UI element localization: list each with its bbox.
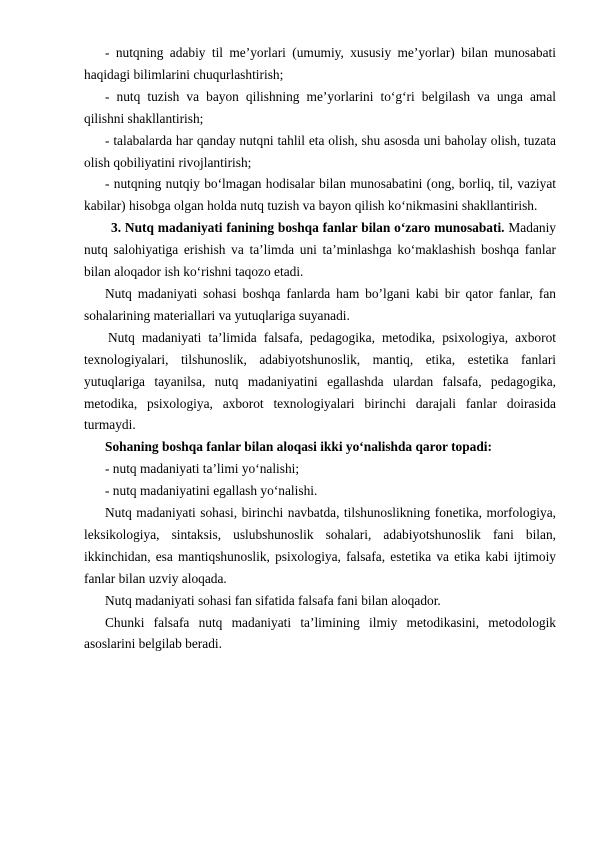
paragraph-text: Chunki falsafa nutq madaniyati ta’limining ilmiy metodikasini, metodologik asoslarini belgilab beradi. (84, 614, 556, 652)
paragraph-text: - nutq tuzish va bayon qilishning me’yorlarini to‘g‘ri belgilash va unga amal qilishni shakllantirish; (84, 88, 556, 126)
bullet-paragraph (84, 480, 556, 502)
bullet-paragraph (84, 86, 556, 130)
paragraph-text: Madaniy nutq salohiyatiga erishish va ta’limda uni ta’minlashga ko‘maklashish boshqa fanlar bilan aloqador ish ko‘rishni taqozo etadi. (84, 220, 556, 280)
subheading: Sohaning boshqa fanlar bilan aloqasi ikki yo‘nalishda qaror topadi: (105, 439, 492, 455)
document-page (84, 42, 556, 655)
body-paragraph (84, 612, 556, 656)
paragraph-text: - nutqning adabiy til me’yorlari (umumiy, xususiy me’yorlar) bilan munosabati haqidagi bilimlarini chuqurlashtirish; (84, 45, 556, 82)
bullet-paragraph (84, 458, 556, 480)
body-paragraph (84, 283, 556, 327)
section-paragraph (84, 217, 556, 283)
paragraph-text: Nutq madaniyati sohasi boshqa fanlarda ham bo’lgani kabi bir qator fanlar, fan sohalarining materiallari va yutuqlariga suyanadi. (84, 285, 556, 323)
bullet-paragraph (84, 173, 556, 217)
body-paragraph (84, 502, 556, 590)
paragraph-text: - nutq madaniyati ta’limi yo‘nalishi; (105, 461, 300, 477)
paragraph-text: Nutq madaniyati sohasi, birinchi navbatda, tilshunoslikning fonetika, morfologiya, leksikologiya, sintaksis, uslubshunoslik sohalari, adabiyotshunoslik fani bilan, ikkinchidan, esa mantiqshunoslik, psixologiya, falsafa, estetika va etika kabi ijtimoiy fanlar bilan uzviy aloqada. (84, 505, 556, 586)
bold-subheading-paragraph (84, 436, 556, 458)
bullet-paragraph (84, 130, 556, 174)
body-paragraph (84, 327, 556, 437)
paragraph-text: - nutq madaniyatini egallash yo‘nalishi. (105, 483, 318, 499)
section-heading: 3. Nutq madaniyati fanining boshqa fanlar bilan o‘zaro munosabati. (111, 220, 505, 236)
paragraph-text: Nutq madaniyati sohasi fan sifatida falsafa fani bilan aloqador. (105, 592, 441, 608)
paragraph-text: Nutq madaniyati ta’limida falsafa, pedagogika, metodika, psixologiya, axborot texnologiyalari, tilshunoslik, adabiyotshunoslik, mantiq, etika, estetika fanlari yutuqlariga tayanilsa, nutq madaniyatini egallashda ulardan falsafa, pedagogika, metodika, psixologiya, axborot texnologiyalari birinchi darajali fanlar doirasida turmaydi. (84, 329, 556, 433)
bullet-paragraph (84, 42, 556, 86)
paragraph-text: - talabalarda har qanday nutqni tahlil eta olish, shu asosda uni baholay olish, tuzata olish qobiliyatini rivojlantirish; (84, 132, 556, 170)
paragraph-text: - nutqning nutqiy bo‘lmagan hodisalar bilan munosabatini (ong, borliq, til, vaziyat kabilar) hisobga olgan holda nutq tuzish va bayon qilish ko‘nikmasini shakllantirish. (84, 176, 556, 214)
body-paragraph (84, 590, 556, 612)
